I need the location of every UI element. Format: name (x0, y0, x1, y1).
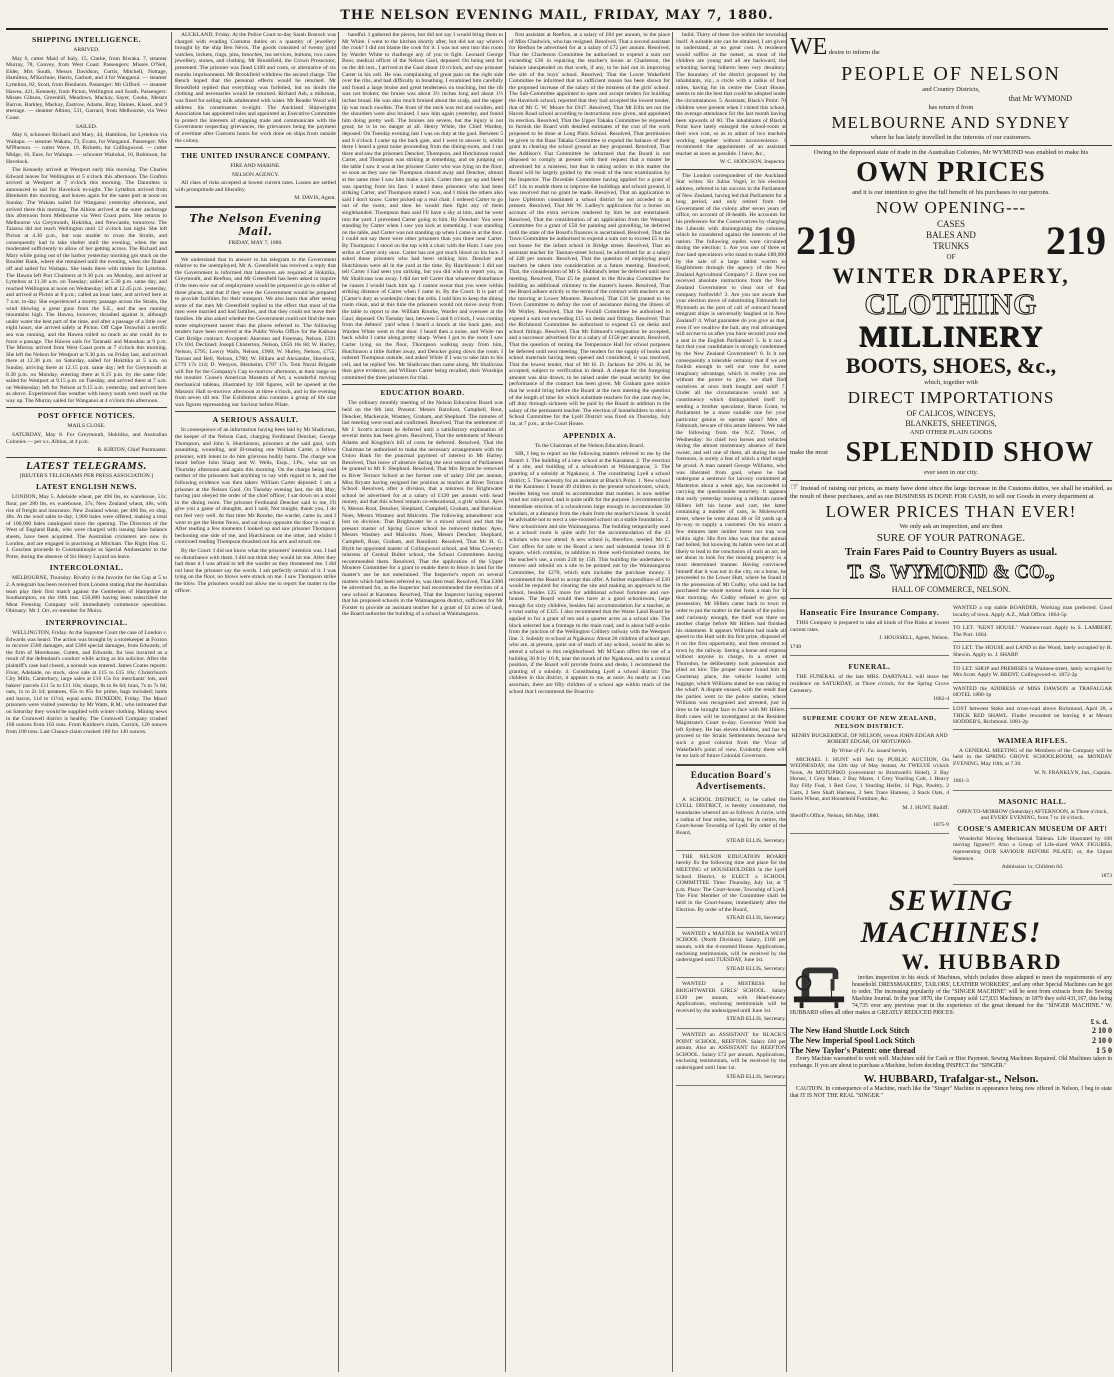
divider (790, 480, 1112, 481)
desire-text: desire to inform the (828, 49, 880, 56)
arrived-heading: ARRIVED. (73, 47, 100, 53)
hanseatic-title: Hanseatic Fire Insurance Company. (799, 608, 940, 617)
divider (175, 251, 336, 253)
intercolonial-text: MELBOURNE, Thursday. Rivalry is the favorite for the Cup at 5 to 2. A telegram has been received from London stating that the Australian team play their first match against the Gentlemen of Hampshire at Southampton, on the 18th inst. £50,000 having been subscribed the Meat Freezing Company will immediately commence operations. Obituary: Mr J. Orr, ex-member for Moira. (6, 575, 167, 615)
ad-number: 1872-2p (1058, 672, 1078, 679)
make-most-text: make the most (790, 449, 828, 456)
ad-text: A SCHOOL DISTRICT, to be called the LYELL DISTRICT, is hereby constituted, the boundaries whereof are as follows: A circle, with a radius of four miles, having for its centre, the Court-house Township of Lyell. By order of the Board, (676, 796, 786, 836)
column-3 (338, 32, 503, 1372)
splendid-show: SPLENDID SHOW (845, 437, 1095, 468)
assault-text: In consequence of an information having been laid by Mr Shallcrass, the keeper of the Nelson Gaol, charging Ferdinand Dencker, George Thompson, and John S. Hutchinson, prisoners at the said gaol, with assaulting, wounding, and ill-treating one William Carter, a fellow prisoner, with intent to do him grievous bodily harm. The charge was heard before John Sharp and W. Wells, Esqs., J.Ps., who sat on Thursday afternoon and again this morning. On the charge being read neither of the prisoners had anything to say with regard to it, and the following evidence was then taken: William Carter deposed: I am a prisoner at the Nelson Gaol. On Tuesday evening last, the 4th May, having just obeyed the order of the chief officer, I sat down on a stool in the dining room. The prisoner Ferdinand Dencker said to me, I'll give you a game of draughts, and I said, Not tonight, thank you, I do not feel very well. At that time Mr Rourke, the warder, came in, and I went to get the Home News, and sat down opposite the door to read it. After reading a few moments I looked up and saw prisoner Thompson beckoning one side of me, and Hutchinson on the other, and whilst I continued reading Thompson thrashed out his arm and struck me. (175, 427, 336, 546)
telegrams-subheading: [REUTER'S TELEGRAMS PER PRESS ASSOCIATION.] (19, 472, 154, 479)
bales-text: BALES AND (926, 230, 976, 240)
rifles-signature: W. N. FRANKLYN, Jun., Captain. (1034, 769, 1112, 776)
ad-text: TO LET. SHOP and PREMISES in Waimea-street, lately occupied by Mrs Scott. Apply W. BRENT, Collingwood-st. (953, 665, 1112, 679)
hubbard-footer: W. HUBBARD, Trafalgar-st., Nelson. (863, 1073, 1039, 1086)
house-to-let-ad (953, 642, 1112, 662)
hall-of-commerce: HALL OF COMMERCE, NELSON. (891, 585, 1011, 594)
education-ads-heading: Education Board's Advertisements. (690, 769, 772, 791)
hanseatic-ad (790, 602, 949, 656)
now-opening: NOW OPENING--- (875, 198, 1027, 217)
masonic-hall-ad (953, 791, 1112, 886)
divider (175, 411, 336, 412)
telegrams-heading: LATEST TELEGRAMS. (26, 459, 147, 472)
ad-signature: STEAD ELLIS, Secretary. (726, 1073, 786, 1080)
funeral-text: THE FUNERAL of the late MRS. DARTNALL will leave her residence on SATURDAY, at Three o'clock, for the Spring Grove Cemetery. (790, 674, 949, 694)
hubbard-sewing-ad (790, 885, 1112, 1100)
price-row (790, 1026, 1112, 1036)
that-mr-text: that Mr WYMOND (1008, 94, 1072, 103)
supreme-court-ad (790, 709, 949, 835)
column-1 (6, 32, 167, 1372)
ad-text: WANTED an ASSISTANT for BLACK'S POINT SCHOOL, REEFTON. Salary £60 per annum. Also an ASSISTANT for REEFTON SCHOOL. Salary £72 per annum. Applications, enclosing testimonials, will be received by the undersigned until June 1st. (676, 1031, 786, 1071)
post-office-heading: POST OFFICE NOTICES. (37, 411, 136, 421)
address-wanted-ad (953, 683, 1112, 703)
sailed-text: May 6, schooner Richard and Mary, 44, Hamilton, for Lyttelton via Waitapu. — steamer Wakatu, 73, Evans, for Wanganui. Passenger: Mrs M'Pherson. — cutter Wave, 10, Ricketts, for Collingwood. — cutter Midge, 16, Eure, for Waitapu. — schooner Waitohai, 16, Robinson, for Havelock. (6, 132, 167, 165)
divider (790, 145, 1112, 146)
we-word: WE (790, 34, 828, 60)
hubbard-text: invites inspection to his stock of Machines, which includes those adapted to meet the requirements of any household. DRESSMAKERS', TAILORS', LEATHER WORKERS', and any other Special Machines can be got to order. The increasing popularity of the "SINGER MACHINE" will be seen from extracts from the Sewing Machine Journal. In the year 1870, the Company sold 127,833 Machines; in 1879 they sold 431,167, this being 74,735 over any previous year in the experience of the great demand for the "SINGER MACHINE." W. HUBBARD offers all other makes at GREATLY REDUCED PRICES: (790, 975, 1112, 1017)
mistress-wanted-ad (676, 978, 786, 1029)
coose-text: Wonderful Moving Mechanical Tableau. Life illustrated by 168 moving figures!!! Also a Group of Life-sized WAX FIGURES, representing OUR SAVIOUR BEFORE PILATE; or, the Unjust Sentence. (953, 835, 1112, 862)
rifles-title: WAIMEA RIFLES. (997, 735, 1068, 745)
divider (676, 764, 786, 766)
coose-number: 1873 (1100, 872, 1112, 879)
direct-importations: DIRECT IMPORTATIONS (847, 388, 1055, 407)
price-item-value: 1 5 0 (1096, 1046, 1112, 1056)
intercolonial-heading: INTERCOLONIAL. (49, 563, 124, 573)
intention-text: and it is our intention to give the full benefit of his purchases to our patrons. (852, 189, 1050, 196)
price-item-value: 2 10 0 (1092, 1036, 1112, 1046)
assault-continued: handful. I gathered the pieces, but did not say I would bring them to Mr White. I went to the kitchen shortly after, but did not say where's the cook? I did not blame the cook for it. I was not sent into this room by Warder White to challenge any of you to fight. Leonard George Boor, medical officer of the Nelson Gaol, deposed: On being sent for on the 4th inst., I arrived at the Gaol about 10 o'clock, and saw prisoner Carter in his cell. He was complaining of great pain on the right side over the ribs, and had difficulty in breathing. I examined him carefully and found a large bruise and great tenderness on touching, but the rib was not broken; the bruise was about 3½ inches long and about 1½ inches broad. He was also much bruised about the scalp, and the upper lip was much swollen. The front of the neck was red and swollen, and the shoulders were also bruised. I saw him again yesterday, and found him doing pretty well. The bruises are severe, but the injury is not great; he is in no danger at all. Henry White, the Chief Warden, deposed: On Tuesday evening last I was on duty at the gaol. Between 5 and 6 o'clock I came up the back gate, and I went to answer it, whilst there I heard a great noise proceeding from the dining-room, and I ran there and saw the prisoners Dencker, Thompson, and Hutchinson round Carter, and Thompson was striking at something, and on jumping on the table I saw it was at the prisoner Carter who was lying on the floor, so soon as they saw me Thompson cleared away and Dencker, almost at the same time I saw him make a kick. Carter then got up and bleed was spurting from his face. I asked these prisoners who had been striking Carter, and Thompson stated I was, and I think the others also said I don't know. Carter picked up a real chair. I ordered Carter to go out of the room, and then he would then fight any of them singlehanded. Thompson then said I'll have a shy at him, and he went into the yard. I prevented Carter going to him. By Dencker: You were standing by Carter when I saw you kick at something. I was standing on the table, and Carter was not standing up when I came in at the door. I could not say there were other prisoners than you three near Carter. By Thompson: I stood on the top with a chair with the Hom. I saw you strike at Carter only once. Carter has not got much blood on his face. I asked these prisoners who had been striking him. Dencker and Hutchinson were all in the yard at the time. By Hutchinson: I did not tell Carter I had seen you striking, but you did wish to report you, as Mr Shallcrass was away. I did not tell Carter that whatever disturbance he causes I would back him up. I cannot swear that you were within striking distance of Carter when I came in. By the Court: It is part of [Carter's duty as warden]to clean the cells. I told him to keep the dining room clean, and at this time the prisoners would not move away from the table to report to me. William Rourke, Warder and overseer at the Gaol, deposed: On Tuesday last, between 5 and 6 o'clock, I was coming from the debtors' yard when I heard a knock at the back gate, and Warden White went to that door. I heard then a noise, and White ran back whilst I came along pretty sharp. When I got to the room I saw Carter lying on the floor, Thompson walking away from him, Hutchinson a little further away, and Dencker going down the room. I ordered Thompson outside, and asked White if I was to take him to his cell, and he replied Yes. Mr Shallcrass then came along. Mr Shallcrass then gave evidence, and William Carter being recalled, their Worships committed the three prisoners for trial. (342, 32, 503, 381)
waimea-rifles-ad (953, 730, 1112, 791)
editorial-text: We understand that in answer to his telegram to the Government relative to the unemployed, Mr A. Greenfield has received a reply that the Government is informed that labourers are required at Hokitika, Greymouth, and Reefton, and Mr Greenfield has been asked to inquire if the men now out of employment would be prepared to go to either of these places, and that if they were the Government would be prepared to provide facilities for their transport. We also learn that after seeing some of the men Mr Greenfield replied to the effect that most of the men were married and had families, and that they could not leave their families. He also asked whether the Government could not find the men some employment nearer than the places referred to. The following tenders have been received at the Public Works Office for the Kaituna Cart Bridge contract: Accepted: Akersten and Freeman, Nelson, £591 17s 10d. Declined: Joseph Chisterton, Nelson, £656 16s 8d; W. Hurley, Nelson, £795; Lowry Walls, Nelson, £900; W. Hurley, Nelson, £755; Tarrant and Bell, Nelson, £780; W. Hillam and Alexander, Havelock, £779 17s 11d; D. Wenyon, Blenheim, £787 17s. Tom Naval Brigade will fire for the Company's Cup to-morrow afternoon, at their range on the moutier. Coose's American Museum of Art, a wonderful moving mechanical tableau, illustrated by 168 figures, will be opened at the Masonic Hall to-morrow afternoon at three o'clock, and in the evening from seven till ten. The Exhibition also contains a group of life size wax figures representing our Saviour before Pilate. (175, 256, 336, 408)
price-item-name: The New Imperial Spool Lock Stitch (790, 1036, 915, 1046)
master-wanted-ad (676, 928, 786, 979)
column-6-advertisements (786, 32, 1112, 1372)
boarder-wanted-ad (953, 602, 1112, 622)
splendid-row (790, 437, 1112, 469)
cases-text: CASES (936, 219, 965, 229)
shipping-body: The Kennedy arrived at Westport early this morning. The Charles Edward leaves for Wellington at 5 o'clock this afternoon. The Grafton arrived at Westport at 7 o'clock this morning. The Dauntless is announced to sail for Havelock to-night. The Lyttelton arrived from Blenheim this morning, and leaves again for the same port at noon on Sunday. The Wakatu sailed for Wanganui yesterday afternoon, and arrived there this morning. The Albion arrived at the outer anchorage this afternoon from Melbourne via West Coast ports. She returns to Melbourne via Greymouth, Hokitika, and Newcastle, tomorrow. The Taiaroa did not reach Wellington until 12 o'clock last night. She left Picton at 4.30 p.m., but was unable to cross the Straits, and consequently had to take shelter until the evening, when the sea moderated sufficiently to allow of her getting across. The Richard and Mary while going out of the harbor yesterday morning got stuck on the Boulder Bank, where she remained until the evening, when she floated off and sailed for Waitapu. She leads there with timber for Lyttelton. The Hawea left Port Chalmers at 9.30 p.m. on Monday, and arrived at Lyttelton at 11.30 a.m. on Tuesday; sailed at 5.30 p.m. same day, and reached Wellington at noon on Wednesday; left at 12.45 p.m. yesterday, and arrived at Picton at 8 p.m.; called an hour later, and arrived here at 7 a.m. to-day. She experienced a stormy passage across the Straits, the wind blowing a great guns from the S.E., and the sea running mountains high. The Hawea, however, thrashed against it, although under water the best part of the time, and after a passage of a little over eight hours, she arrived safely at Picton. Off Cape Terawhiti a terrific sea was running, and the Hawea rolled so much as she could do to force a passage. The Hawea sails for Taranaki and Manukau at 9 p.m. The Murray arrived from West Coast ports at 7 o'clock this morning. She left the Nelson for Westport at 9.30 p.m. on Friday last, and arrived there at 12.30 p.m. on Saturday, sailed for Hokitika at 5 a.m. on Sunday, arriving there at 12.15 p.m. same day; left for Greymouth at 8.30 p.m. on Monday, entering there at 6.15 p.m. by the same tide; sailed for Westport at 9.15 p.m. on Tuesday, and arrived there at 7 a.m. on Wednesday; left for Nelson at 9.15 a.m. yesterday, and arrived here as above. Experienced fine weather with heavy south west swell on the way up. The Murray sailed for Wanganui at 4 o'clock this afternoon. (6, 167, 167, 404)
caution-text: CAUTION. In consequence of a Machine, much like the "Singer" Machine in appearance being now offered in Nelson, I beg to state that IT IS NOT THE REAL "SINGER." (790, 1086, 1112, 1100)
instead-text (790, 484, 1112, 501)
plain-goods-text: AND OTHER PLAIN GOODS (909, 429, 993, 436)
shop-to-let-ad (953, 663, 1112, 683)
train-fares: Train Fares Paid to Country Buyers as usual. (844, 546, 1058, 558)
ad-number: 1864 (975, 631, 987, 638)
divider (342, 384, 503, 385)
ever-seen-text: ever seen in our city. (924, 469, 978, 476)
lost-shawl-ad (953, 703, 1112, 730)
london-correspondent-text: The London correspondent of the Auckland Star writes: Sir Julius Vogel, in his election address, referred to his success in the Parliament of New Zealand, having led that Parliament for a long period, and only retired from the Government of the colony after seven years of office, on account of ill-health. He accounts for his preference for the Conservatives by charging the Liberals with disintegrating the colonies, which he considered against the interests of the nation. The following squibs were circulated during the election: 1. Are you one of three or four land speculators who stand to make £80,000 by the sale of a large rabbit warren to Englishmen through the agency of the New Zealand Agricultural Company? 2. Have you not received absolute instructions from the New Zealand Government to clear out of that company forthwith? 3. Are you not aware that your election move of substituting Falmouth for Plymouth as the port of call of outward bound emigrant ships is universally laughed at in New Zealand? 4. What guarantee do you give us that, even if we swallow the bait, any real advantages will accrue to us after you have secured your end a seat in the English Parliament? 5. Is it not a fact that your candidature is strongly condemned by the New Zealand Government? 6. Is it not consequently a tolerable certainty that if we are foolish enough to sell our vote for some imaginary advantage, which in reality you are without the power to give, we shall find ourselves at once both bought and sold? 7. Under all the circumstances would not a constituency which distinguished itself by sending a brother speculator, Baron Grant, to Parliament be a more suitable one for your particular genius to operate upon? Men of Falmouth, beware of this astute Hebrew. We take the following from the N.Z. Times, of Wednesday: So chief two horses and vehicles during the almost momentary absence of their owner, and sell one of them, all during the one forenoon, is surely a feat of which a thief might be proud. A man named George Williams, who was liberated from gaol, where he had undergone a sentence for larceny committed at Masterton about a week ago, has succeeded in carrying the questionable notoriety. It appears that early yesterday morning a milkman named Hillers left his horse and cart, the latter containing a number of cans, in Molesworth street, where he went about 40 or 50 yards up a by-way to supply a customer. On his return a few minutes later neither horse nor trap was within sight. His first idea was that the animal had bolted, but knowing its habits were not at all likely to lead to the conclusion of such an act, he set about to look for the missing property in a most determined manner. Having convinced himself that it was not in the city, on a horse, he proceeded to the Lower Hutt, where he found it in the possession of Mr Cudby, who said he had purchased the whole turnout from a man for 3l that morning. As Cudby refused to give up possession, Mr Hillers came back to town in order to put the matter in the hands of the police, and curiously enough, the thief was there on another charge before Mr Hillers had finished his statement. It appears Williams had made all speed to the Hutt with his first prize, disposed of it on the first opportunity, and then returned to town by the railway. Seeing a horse and express without anyone in charge, in a street at Thorndon, he deliberately took possession and plied on hire. The proper owner found him in Courtenay place, the vehicle loaded with luggage, which Williams stated he was taking to the wharf. A dispute ensued, with the result that the parties went to the police station, where Williams was recognised and arrested, just in time to be brought face to face with Mr Hillers. Both cases will be investigated at the Resident Magistrate's Court to-day. Governor Weld has left Sydney. He has eleven children, and has to proceed to the Straits Settlements because he's such a good colonist from the Vicar of Wakefield's point of view. Evidently there will be no lack of future Colonial Governors. (676, 172, 786, 760)
united-insurance-agency: NELSON AGENCY. (231, 171, 280, 178)
auckland-text: AUCKLAND, Friday. At the Police Court to-day Sarah Bostock was charged with evading Customs duties on a quantity of jewellery brought by the ship Ben Nevis. The goods consisted of twenty gold watches, lockets, rings, pins, brooches, tea services, buttons, two cases jewellery, stones, and clothing. Mr Brookfield, the Crown Prosecutor, presented. The prisoner was fined £100 and costs, or alternative of six months imprisonment. Mr Brookfield withdrew the second charge. The Bench hoped that the personal effects would be returned. Mr Brookfield replied that everything was forfeited, but no doubt the clothing and necessaries would be returned. Richard Ash, a milkman, was fined for selling milk adulterated with water. Mr Reader Wood will address his constituents to-night. The Auckland Shipwrights Association has appointed rules and appointed an Executive Committee to protect the interests of shipping trade and communicate with the Government respecting grievances, the grievances being the payment of overtime after Customs hours for work done on ships from outside the colony. (175, 32, 336, 144)
only-ask-text: We only ask an inspection, and are then (899, 523, 1003, 530)
assault-text-2: By the Court: I did not know what the prisoners' intention was. I had no disturbance with them. I did not think they would hit me. After they had done it I was afraid to tell the warder as they threatened me. I did not hear the prisoner say the words. I am perfectly certain of it. I was lying on the floor, no blows were struck on me. I saw Thompson strike the blow. The prisoners would not allow me to report the matter to the officer. (175, 548, 336, 594)
instead-body: Instead of raising our prices, as many have done since the large increase in the Customs duties, we shall be enabled, as the result of these purchases, and as our BUSINESS IS DONE FOR CASH, to sell our Goods in every department at (790, 485, 1112, 500)
divider (175, 206, 336, 208)
which-together-text: which, together with (924, 379, 978, 386)
united-insurance-agent: M. DAVIS, Agent. (294, 195, 336, 202)
sailed-heading: SAILED. (75, 123, 98, 130)
coose-title: COOSE'S AMERICAN MUSEUM OF ART! (957, 824, 1108, 833)
masonic-text: OPEN TO-MORROW (Saturday) AFTERNOON, at Three o'clock, and EVERY EVENING, from 7 to 10 o'clock. (957, 808, 1108, 822)
ad-number: 1881-2p (1009, 719, 1028, 726)
inspector-signature: W. C. HODGSON, Inspector. (719, 159, 786, 166)
ad-text: THE NELSON EDUCATION BOARD hereby fix the following time and place for the MEETING of HOUSEHOLDERS in the Lyell School District, to ELECT a SCHOOL COMMITTEE. Time: Thursday, July 1st, at 7 p.m. Place: The Court-house, Township of Lyell. The First Member of the Committee shall be held in the Court-house, immediately after the Election. By order of the Board, (676, 853, 786, 913)
divider (676, 169, 786, 170)
ad-signature: STEAD ELLIS, Secretary. (726, 965, 786, 972)
householders-meeting-ad (676, 851, 786, 928)
coose-price: Admission 1s; Children 6d. (1001, 864, 1064, 871)
english-news-heading: LATEST ENGLISH NEWS. (36, 482, 137, 492)
boots-shoes: BOOTS, SHOES, &c., (845, 353, 1057, 378)
english-news-text: LONDON, May 5. Adelaide wheat, per 496 lbs, ex warehouse, 51s; flour, per 280 lbs, ex warehouse, 37s; New Zealand wheat, 48s, with rise of freight and insurance. New Zealand wheat, per 496 lbs, ex ship, 48s. At the wool sales to-day, 1,900 bales were offered, making a total of 100,000 bales catalogued since the opening. The Directors of the West of England Bank, who were charged with issuing false balance sheets, have been acquitted. The Australian cricketers are now in London, and are engaged in practising at Mitcham. The Right Hon. G. J. Goschen proceeds to Constantinople as Special Ambassador to the Porte, during the absence of Sir Henry Layard on leave. (6, 494, 167, 560)
price-row (790, 1036, 1112, 1046)
price-column-header: £ s. d. (1090, 1018, 1108, 1027)
rifles-text: A GENERAL MEETING of the Members of the Company will be held in the SPRING GROVE SCHOOLROOM, on MONDAY EVENING, May 10th, at 7.30. (953, 747, 1112, 767)
arrived-text: May 6, cutter Maid of Italy, 15, Clarke, from Riwaka. 7, steamer Murray, 78, Convey, from West Coast. Passengers: Misses O'Neil, Elder, Mrs South, Messrs Davidson, Curtis, Mitchell, Nottage, Hamilton, M'Kechnie, Harris, Garbutt, and 4 for Wanganui. — steamer Lyttelton, 82, Scott, from Blenheim. Passenger: Mr Gifford. — steamer Hawea, 421, Kennedy, from Picton, Wellington and South. Passengers: Misses Gibson, Greenhill, Meadows, Mackay, Sayer, Cooke, Messrs Barron, Barkley, Mackay, Zastrow, Adams, Bray, Haines, Kissel, and 9 steerage. — steamer Albion, 531, Garrard, from Melbourne, via West Coast. (6, 55, 167, 121)
ad-signature: J. SHARP. (994, 651, 1019, 658)
owing-text: Owing to the depressed state of trade in the Australian Colonies, Mr WYMOND was enabled to make his (813, 149, 1089, 156)
number-219-right: 219 (1045, 218, 1106, 263)
has-returned-text: has return d from (928, 104, 974, 111)
appendix-heading: APPENDIX A. (562, 430, 616, 440)
paper-date: FRIDAY, MAY 7, 1880. (228, 240, 283, 247)
calicos-text: OF CALICOS, WINCEYS, (906, 409, 996, 418)
funeral-title: FUNERAL. (848, 662, 891, 672)
appendix-text: SIR, I beg to report on the following matters referred to me by the Board: 1. The building of a new school at the Karamea; 2. The erection of a site, and building of a schoolroom at Waimangaroa; 3. The granting of a subsidy at Ngakawa; 4. The constituting Lyell a school district; 5. The necessity for an assistant at Black's Point. 1. New school at the Karamea: I found 49 children in the present schoolroom, which, besides being too small to accommodate that number, is now neither wind nor rain-proof, and is quite unfit for the purpose. I recommend the immediate erection of a schoolroom large enough to accommodate 50 scholars, at a distance from the chain from the teacher's house. It would be advisable not to erect a one-roomed school on a stable foundation. 2. New schoolroom and site Waimangaroa. The building temporarily used as a school room is quite unfit for the accommodation of the 43 scholars who now attend. A new school is, therefore, needed. Mr C. Corr offers for sale to the Board a new and substantial house 18 ft square, which contains, in addition to three well-furnished rooms, for the teacher's use, a room 21ft by 15ft. This building the undertakes to remove and rebuild on a site to be pointed out by the Waimangaroa Committee, for £270, which sum includes the purchase money. I recommend the Board to accept this offer. A further expenditure of £30 would be required for clearing the site and making an approach to the school, besides £25 more for additional school furniture and out-houses. The Board would then have at a good schoolroom, large enough for sixty children, besides fair accommodation for a teacher, at a total outlay of £325. I also recommend that the Waste Land Board be applied to for a grant of ten and a quarter acres as a school site. The block selected has a frontage to the main road, and is about half-a-mile from the junction of the Wellington Colliery railway with the Westport line. 3. Subsidy to school at Ngakawa: About 20 children of school age, who are, at present, quite out of reach of any school, would be able to attend a school in this neighborhood. Mr M'Gann offers the use of a building 30 ft by 16 ft, near the mouth of the Ngakawa, and in a central position, if the Board will provide forms and desks, I recommend the granting of a subsidy. 4. Constituting Lyell a school district: The children in this district, it appears to me, at once. As nearly as I can ascertain, there are fifty children of a school age within reach of the school that I recommend the Board to (509, 451, 670, 695)
machines-heading: MACHINES! (860, 916, 1042, 950)
lyell-district-ad (676, 794, 786, 851)
sewing-heading: SEWING (888, 884, 1014, 918)
masonic-title: MASONIC HALL. (998, 796, 1067, 806)
court-number: 1875-9 (933, 821, 949, 828)
court-auction-text: MICHAEL J. HUNT will Sell by PUBLIC AUCTION, On WEDNESDAY, the 12th day of May instant, At TWELVE o'clock Noon, At MOTUPIKO (convenient to Bromwell's Hotel), 2 Bay Horses, 1 Grey Mare, 2 Bay Mares, 1 Grey Yearling Colt, 1 Heavy Bay Filly Foal, 1 Red Cow, 1 Yearling Heifer, 11 Pigs, Poultry, 2 Carts, 2 Sets Shaft Harness, 3 Sets Trace Harness, 3 Stack Oats, 4 Sacks Wheat, and Household Furniture, &c. (790, 756, 949, 803)
hanseatic-text: THIS Company is prepared to take all kinds of Fire Risks at lowest current rates. (790, 620, 949, 633)
lower-prices: LOWER PRICES THAN EVER! (825, 502, 1077, 521)
column-4 (505, 32, 670, 1372)
mails-text: SATURDAY, May 8. For Greymouth, Hokitika, and Australian Colonies — per s.s. Albion, at 4 p.m. (6, 432, 167, 445)
and-country-text: and Country Districts, (922, 86, 980, 93)
column-2 (171, 32, 336, 1372)
masthead: THE NELSON EVENING MAIL, FRIDAY, MAY 7, 1880. (340, 8, 774, 23)
inspector-report-continued: build. Thirty of these live within the township itself. A suitable site can be obtained, I am given to understand, at no great cost. A residence would suffice at the outset, as most of the children are young and all are backward, the schooling having hitherto been very desultory. The boundary of the district proposed by the inhabitants, viz., a circle with a radius of four miles, having for its centre the Court House, seems to me the best that could be adopted under the circumstances. 5. Assistant, Black's Point: 70 children were present when I visited this school, the average attendance for the last month having been upwards of 60. The inhabitants of Black's Point have lately enlarged the school-room at their own cost, so as to admit of two teachers working together without inconvenience. I recommend the appointment of an assistant teacher as soon as possible. I have, &c., (676, 32, 786, 157)
ad-number: 1880-1p (972, 692, 992, 699)
divider (6, 457, 167, 458)
pointing-hand-icon: ☞ (790, 482, 799, 493)
court-title: SUPREME COURT OF NEW ZEALAND, NELSON DISTRICT. (802, 714, 937, 730)
divider (790, 598, 1112, 599)
hanseatic-signature: J. HOUSSELL, Agent, Nelson. (879, 635, 949, 642)
blankets-text: BLANKETS, SHEETINGS, (905, 419, 997, 428)
cases-row (790, 219, 1112, 263)
court-fifa: By Virtue of Fi. Fa. issued herein, (831, 747, 908, 754)
ad-text: TO LET. The HOUSE and LAND in the Wood, lately occupied by R. Shewin. Apply to. (953, 645, 1112, 658)
masthead-rule (6, 28, 1108, 30)
shipping-heading: SHIPPING INTELLIGENCE. (32, 35, 141, 44)
education-board-heading: EDUCATION BOARD. (380, 388, 465, 398)
sure-of-patronage: SURE OF YOUR PATRONAGE. (876, 532, 1026, 544)
millinery: MILLINERY (858, 320, 1044, 353)
ad-text: TO LET. "KENT HOUSE." Waimea-road. Apply to S. LAMBERT, The Port. (953, 625, 1112, 638)
number-219-left: 219 (796, 218, 856, 263)
ad-signature: STEAD ELLIS, Secretary. (726, 838, 786, 845)
rifles-number: 1861-3 (953, 778, 969, 785)
ad-text: WANTED a MISTRESS for BRIGHTWATER GIRLS' SCHOOL. Salary £120 per annum, with Head-money. Applications, enclosing testimonials will be received by the undersigned until June 1st. (676, 981, 786, 1014)
ad-signature: STEAD ELLIS, Secretary. (726, 1016, 786, 1023)
winter-drapery: WINTER DRAPERY, (832, 263, 1070, 288)
ad-text: WANTED a MASTER for WAIMEA WEST SCHOOL (North Division). Salary, £160 per annum, with the 4-roomed House. Applications, enclosing testimonials, will be received by the undersigned until TUESDAY, June 1st. (676, 930, 786, 964)
sewing-machine-illustration (790, 953, 848, 1009)
education-continued: first assistant at Reefton, at a salary of £84 per annum, in the place of Miss Chadwick, who has resigned. Resolved, That a second assistant for Reefton be advertised for at a salary of £72 per annum. Resolved, That the Charleston Committee be authorised to expend a sum not exceeding £30 in repairing the teacher's house at Charleston, the balance unexpended on that work, if any, to be laid out in improving the site of the boys' school. Resolved, That the Lower Wakefield Committee be informed that no sufficient reason has been shown for the proposed increase of the salary of the mistress of the girls' school. The Sub-Committee appointed to open and accept tenders for building the Havelock school, reported that they had accepted the lowest tender, that of Mr C. W. Moore for £947. Resolved, That Mr Ellis set out the Haven Road school according to instructions now given, and appointed its erection. Resolved, That the Upper Takaka Committee be requested to furnish the Board with detailed estimates of the cost of the work proposed to be done at Long Plain School. Resolved, That permission be given to the Baas Takaka Committee to expend the balance of their grant in clearing the school ground as they proposed. Resolved, That the Addison's Flat Committee be informed that the Board is not disposed to comply at present with their request that a master be advertised for a mistress, but that in taking action in this matter the Board will be largely guided by the result of the next examination by the Inspector. The Dovedale Committee having applied for a grant of £47 14s to enable them to improve the buildings and school ground, it was resolved that no grant be made. Resolved, That an application to have Upfelston constituted a school district be not acceded to at present. Resolved, That Mr W. Ladley's application for a bonus on account of the extra services rendered by him be not entertained. Resolved, That the consideration of an application from the Westport Committee for a grant of £50 for painting and gravelling, be deferred until the state of the Board's finances is ascertained. Resolved, That the Town Committee be authorised to expend a sum not to exceed £5 in an out house for the infant school in Bridge street. Resolved, That an assistant teacher for Tasman-street School, be advertised for at a salary of £48 per annum. Resolved, That the question of employing pupil teachers be taken into consideration at a future meeting. Resolved, That, the consideration of Mr S. Hubband's letter be deferred until next meeting. Resolved, That £5 be granted to the Riwaka Committee for building an additional chimney to the master's house. Resolved, That the Board adhere strictly to the terms of the contract with teachers as to the tutoring at Lower Moutere. Resolved, That £10 be granted to the Town Committee to defray the cost of assistance during the illness of Mr Worley. Resolved, That the Foxhill Committee be authorised to expend a sum not exceeding £15 on desks and fittings. Resolved, That the Richmond Committee be authorised to expend £5 on desks and school fittings. Resolved, That Mr Edmund's resignation be accepted, and a successor advertised for at a salary of £150 per annum. Resolved, That the question of renting the Temperance Hall for school purposes be deferred until next meeting. The tenders for the supply of books and school materials having been opened and considered, it was resolved, That the lowest tender, that of Mr H. D. Jackson for 20% to 30, be accepted, subject to verification in detail. A cheque for the foregoing amount was also drawn, to be raised under the usual security for due performance of the contract has been given. Mr Graham gave notice that he would bring before the Board at the next meeting the question of the length of time for which substitute teachers for the case may be, off duty through sickness will be paid by the Board in addition to the salary of the permanent teacher. The election of householders to elect a School Committee for the Lyell District was fixed on Thursday, July 1st, at 7 p.m., at the Court House. (509, 32, 670, 428)
wymond-ad (790, 32, 1112, 595)
melbourne-sydney: MELBOURNE AND SYDNEY (831, 113, 1071, 132)
clothing: CLOTHING (864, 288, 1038, 321)
of-text: OF (946, 253, 956, 261)
funeral-ad (790, 656, 949, 708)
hubbard-text-2: Every Machine warranted to work well. Machines sold for Cash or Hire Payment. Sewing Machines Repaired. Old Machines taken in exchange. If you are about to purchase a Machine, before deciding INSPECT the "SINGER." (790, 1056, 1112, 1070)
price-item-value: 2 10 0 (1092, 1026, 1112, 1036)
assault-heading: A SERIOUS ASSAULT. (212, 415, 299, 425)
ad-signature: STEAD ELLIS, Secretary. (726, 915, 786, 922)
left-ads (790, 602, 949, 885)
price-item-name: The New Hand Shuttle Lock Stitch (790, 1026, 910, 1036)
ad-text: WANTED the ADDRESS of MISS DAWSON at TRAFALGAR HOTEL (953, 685, 1112, 699)
paper-title: The Nelson Evening Mail. (189, 212, 322, 239)
small-ads-row (790, 602, 1112, 885)
kent-house-ad (953, 622, 1112, 642)
trunks-text: TRUNKS (932, 241, 969, 251)
mails-signature: R. KIRTON, Chief Postmaster. (97, 447, 167, 454)
court-footer: Sheriff's Office, Nelson, 6th May, 1880. (790, 813, 880, 820)
cases-bales-trunks (926, 219, 976, 263)
price-list (790, 1026, 1112, 1056)
funeral-number: 1862-4 (933, 696, 949, 703)
court-parties: HENRY BUCKERIDGE, OF NELSON, versus JOHN EDGAR AND ROBERT EDGAR, OF MOTUPIKO. (791, 732, 948, 746)
ad-text: WANTED a top stable BOARDER, Working man preferred. Good locality of town. Apply A.Z., Mail Office. (953, 605, 1112, 618)
hanseatic-number: 1740 (790, 643, 802, 650)
own-prices: OWN PRICES (856, 157, 1046, 188)
divider (175, 147, 336, 148)
right-ads (953, 602, 1112, 885)
ad-number: 1864-5p (1047, 611, 1067, 618)
interprovincial-heading: INTERPROVINCIAL. (45, 617, 128, 627)
hubbard-name: W. HUBBARD (901, 949, 1063, 975)
court-signature: M. J. HUNT, Bailiff. (902, 804, 949, 811)
divider (6, 407, 167, 408)
interprovincial-text: WELLINGTON, Friday. At the Supreme Court the case of London v. Edwards was heard. The action was brought by a storekeeper at Foxton to recover £500 damages, and £300 special damages, from Edwards, of the firm of Morehouse, Cutten, and Edwards, for loss incurred as a result of the defendant's conduct while acting as his solicitor. After the plaintiff's case had closed, a nonsuit was entered. James Coates reports: Flour, Adelaide, no stock, slow sale at £15 to £15 10s; Christchurch City Mills, Canterbury, large sales at £10 15s for merchants' lots, and bakers' parcels £11 5s to £11 10s; sharps, 8s to 8s 6d; bran, 7s to 7s 6d; oats, 1s to 2s 1d; potatoes, 65s to 85s for prime, bags included; hams and bacon, 11d to 11½d, equal sorts. DUNEDIN, Friday. The Maori prisoners were visited yesterday by Mr Watts, R.M., who intimated that on Saturday they would be supplied with winter clothing. Mining news in the Cromwell district is healthy. The Cromwell Company crushed 168 ounces from 163 tons. From Kuldore's claim, Carrick, 120 ounces from 100 tons. Last Chance claim crushed 180 for 140 ounces. (6, 629, 167, 735)
ts-wymond-co: T. S. WYMOND & CO., (847, 561, 1055, 583)
mails-heading: MAILS CLOSE. (67, 423, 106, 430)
education-board-text: The ordinary monthly meeting of the Nelson Education Board was held on the 6th inst. Present: Messrs Baroliost, Campbell, Rout, Dencker, Mackenzie, Wastney, Graham, and Shephard. The minutes of last meeting were read and confirmed. Resolved, That the settlement of Mr J. Scott's account be deferred until a satisfactory explanation of several items has been given. Resolved, That the settlement of Messrs Adams and Kingdon's bill of costs be deferred. Resolved, That the Chairman be authorised to make the necessary arrangements with the Union Bank for the punctual payment of interest to Mr Harley. Resolved, That leave of absence during the next session of Parliament be granted to Mr F. Shephard. Resolved, That Mrs Bryant be removed to River Terrace School at her former rate of salary £84 per annum, Miss Bryant having resigned her position as teacher at River Terrace School. Resolved, after a division, that a mistress for Brightwater school be advertised for at a salary of £120 per annum with head money, and that this school remain co-educational, a girls' school. Ayes 6, Messrs Rout, Dencker, Shephard, Campbell, Graham, and Baroliost. Noes, Messrs Wastney and Malcolm. The following amendment was lost on division: That Brightwater be a mixed school and that the present master of Spring Grove school be removed thither. Ayes, Messrs Wastney and Malcolm. Noes, Messrs Dencker, Shephard, Campbell, Rout, Graham, and Baroliost. Resolved, That Mr H. G. Blyth be appointed master of Collingwood school, and Miss Coventry mistress of Central Bulter school, the School Committees having recommended them. Resolved, That the application of the Upper Moutere Committee for a grant to enable them to fence in land for the master's use be not entertained. The Inspector's report on several matters which had been referred to, was then read. Resolved, That £300 be advertised for, as the Inspector had recommended the erection of a new school at Karamea. Resolved, That the Inspector having reported that his proposed schools in the Waimangaroa district, sufficient for Mr Forster to provide an assistant teacher for a grant of £4 acres of land, the Board authorise the building of a school at Waimangaroa. (342, 400, 503, 618)
people-of-nelson: PEOPLE OF NELSON (841, 63, 1061, 85)
united-insurance-title: THE UNITED INSURANCE COMPANY. (180, 151, 331, 161)
assistant-wanted-ad (676, 1029, 786, 1086)
price-item-name: The New Taylor's Patent: one thread (790, 1046, 916, 1056)
ad-text: LOST between Stoke and cross-road above Richmond, April 28, a THICK RED SHAWL. Finder rewarded on leaving it at Messrs HODDER'S, Richmond. (953, 705, 1112, 726)
united-insurance-text: All class of risks accepted at lowest current rates. Losses are settled with promptitude and liberality. (175, 180, 336, 193)
price-row (790, 1046, 1112, 1056)
appendix-sub: To the Chairman of the Nelson Education Board. (534, 442, 645, 449)
where-text: where he has lately travelled in the interests of our customers. (870, 134, 1032, 141)
united-insurance-sub: FIRE AND MARINE. (230, 163, 281, 170)
column-5 (672, 32, 786, 1372)
